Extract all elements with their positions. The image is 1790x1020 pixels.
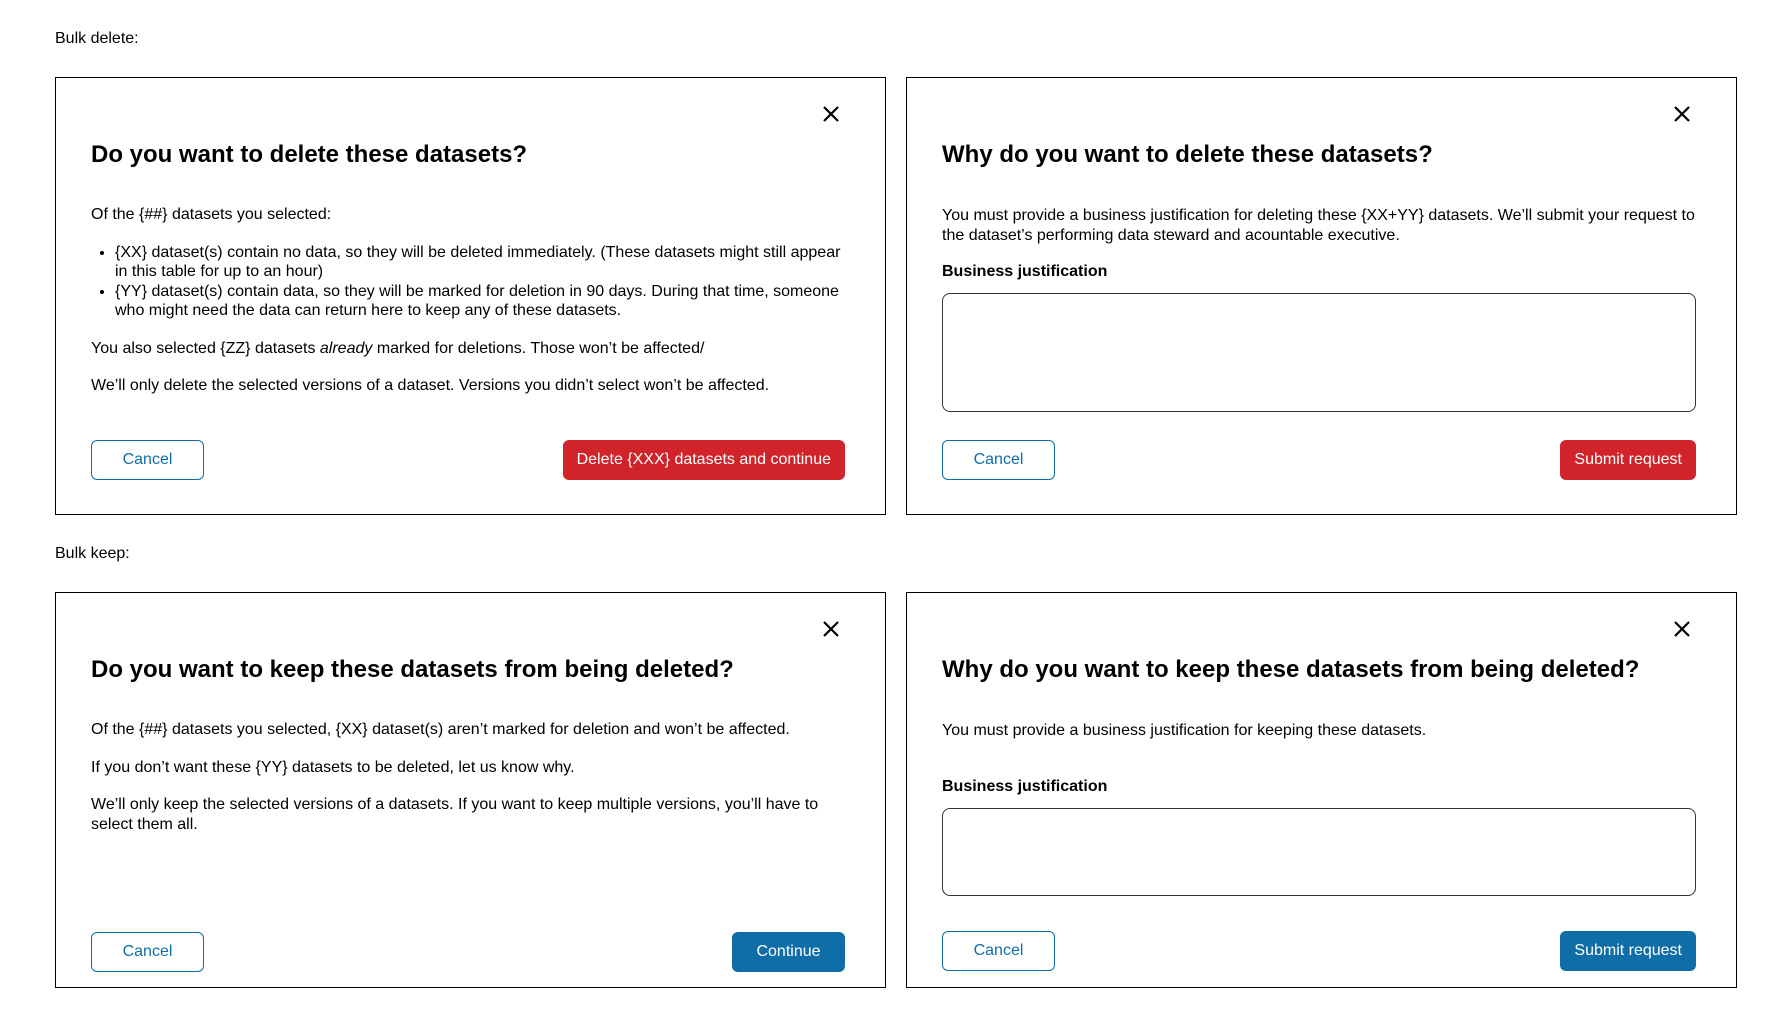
bulk-keep-label: Bulk keep: xyxy=(55,545,130,562)
list-item: • {YY} dataset(s) contain data, so they will be marked for deletion in 90 days. During that time, someone who might need the data can return here to keep any of these datasets. xyxy=(115,282,850,321)
submit-request-button[interactable]: Submit request xyxy=(1560,931,1696,971)
versions-note: We’ll only delete the selected versions of a dataset. Versions you didn’t select won’t be affected. xyxy=(91,377,770,394)
business-justification-input[interactable] xyxy=(942,808,1696,896)
already-marked-note xyxy=(91,339,850,359)
business-justification-label: Business justification xyxy=(942,778,1108,795)
keep-justification-dialog xyxy=(906,592,1737,988)
dialog-title: Do you want to keep these datasets from being deleted? xyxy=(91,656,734,683)
dialog-title: Why do you want to delete these datasets? xyxy=(942,141,1433,168)
description-text: You must provide a business justification for deleting these {XX+YY} datasets. We’ll submit your request to the dataset’s performing data steward and acountable executive. xyxy=(942,207,1695,244)
dialog-title: Why do you want to keep these datasets from being deleted? xyxy=(942,656,1640,683)
dialog-title: Do you want to delete these datasets? xyxy=(91,141,528,168)
bullet-list xyxy=(91,243,850,321)
continue-button[interactable]: Continue xyxy=(732,932,845,972)
description-text: You must provide a business justification for keeping these datasets. xyxy=(942,722,1427,739)
business-justification-label: Business justification xyxy=(942,263,1108,280)
cancel-button[interactable]: Cancel xyxy=(91,440,204,480)
submit-request-button[interactable]: Submit request xyxy=(1560,440,1696,480)
note-emphasis: already xyxy=(319,339,373,357)
close-button[interactable] xyxy=(1668,615,1696,643)
bulk-delete-label: Bulk delete: xyxy=(55,30,139,47)
intro-text: Of the {##} datasets you selected: xyxy=(91,206,332,223)
body-text: We’ll only keep the selected versions of a datasets. If you want to keep multiple versions, you’ll have to select them all. xyxy=(91,796,819,833)
list-item: • {XX} dataset(s) contain no data, so they will be deleted immediately. (These datasets might still appear in this table for up to an hour) xyxy=(115,243,850,282)
note-text: You also selected {ZZ} datasets xyxy=(91,339,320,357)
close-button[interactable] xyxy=(817,615,845,643)
note-text: marked for deletions. Those won’t be affected/ xyxy=(372,339,705,357)
delete-confirm-dialog xyxy=(55,77,886,515)
delete-justification-dialog xyxy=(906,77,1737,515)
close-icon xyxy=(817,615,845,643)
body-text: Of the {##} datasets you selected, {XX} dataset(s) aren’t marked for deletion and won’t be affected. xyxy=(91,721,790,738)
cancel-button[interactable]: Cancel xyxy=(91,932,204,972)
business-justification-input[interactable] xyxy=(942,293,1696,412)
close-icon xyxy=(1668,100,1696,128)
keep-confirm-dialog xyxy=(55,592,886,988)
cancel-button[interactable]: Cancel xyxy=(942,931,1055,971)
dialog-body xyxy=(91,720,850,852)
close-button[interactable] xyxy=(1668,100,1696,128)
dialog-description xyxy=(942,721,1701,759)
dialog-description xyxy=(942,206,1701,263)
body-text: If you don’t want these {YY} datasets to be deleted, let us know why. xyxy=(91,758,575,776)
cancel-button[interactable]: Cancel xyxy=(942,440,1055,480)
delete-and-continue-button[interactable]: Delete {XXX} datasets and continue xyxy=(563,440,845,480)
close-button[interactable] xyxy=(817,100,845,128)
close-icon xyxy=(1668,615,1696,643)
close-icon xyxy=(817,100,845,128)
dialog-body xyxy=(91,205,850,414)
